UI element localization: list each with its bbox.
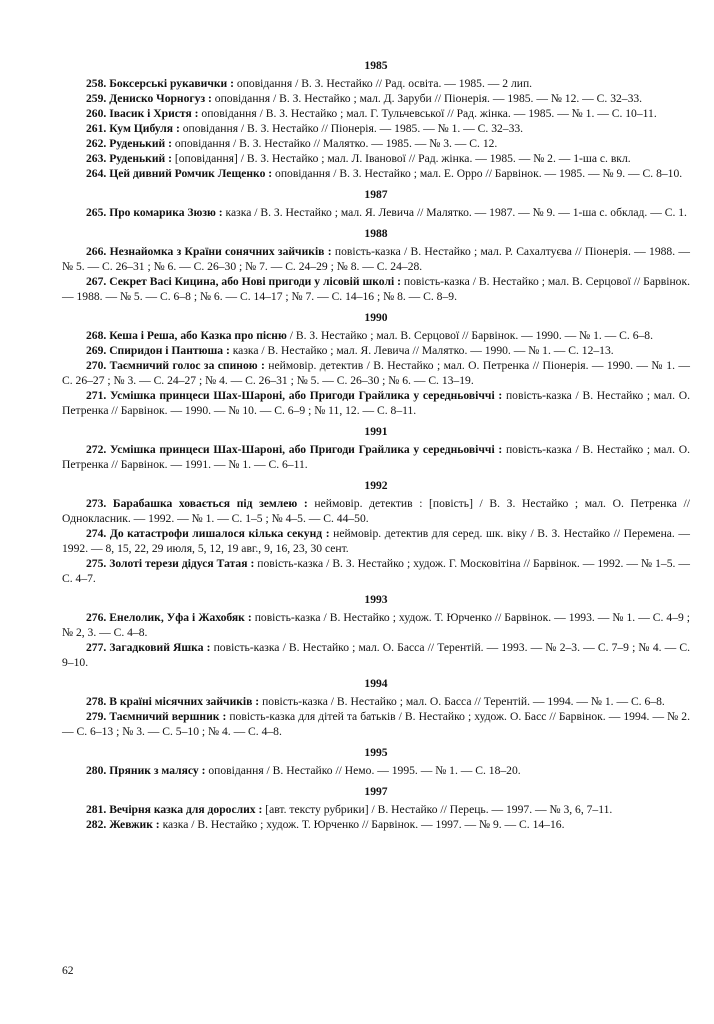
entry-title: 280. Пряник з малясу : xyxy=(86,764,206,777)
bibliography-entry xyxy=(62,166,690,181)
bibliography-entry xyxy=(62,328,690,343)
entry-description: повість-казка / В. Нестайко ; мал. Р. Сахалтуєва // Піонерія. — 1988. — № 5. — С. 26–31 ; № 6. — С. 26–30 ; № 7. — С. 24–29 ; № 8. — С. 24–28. xyxy=(62,245,691,273)
entry-title: 272. Усмішка принцеси Шах-Шароні, або Пригоди Грайлика у середньовіччі : xyxy=(86,443,503,456)
bibliography-entry xyxy=(62,106,690,121)
bibliography-entry xyxy=(62,76,690,91)
bibliography-entry xyxy=(62,388,690,418)
bibliography-entry xyxy=(62,709,690,739)
entry-description: повість-казка для дітей та батьків / В. Нестайко ; худож. О. Басс // Барвінок. — 1994. — № 2. — С. 6–13 ; № 3. — С. 5–10 ; № 4. — С. 4–8. xyxy=(62,710,691,738)
bibliography-entry xyxy=(62,358,690,388)
bibliography-entry xyxy=(62,121,690,136)
year-heading: 1994 xyxy=(364,677,388,690)
entry-description: неймовір. детектив для серед. шк. віку / В. З. Нестайко // Перемена. —1992. — 8, 15, 22, 29 июля, 5, 12, 19 авг., 9, 16, 23, 30 сент. xyxy=(62,527,690,555)
entry-title: 281. Вечірня казка для дорослих : xyxy=(86,803,263,816)
entry-title: 262. Руденький : xyxy=(86,137,172,150)
entry-title: 258. Боксерські рукавички : xyxy=(86,77,234,90)
entry-description: повість-казка / В. Нестайко ; мал. О. Петренка // Барвінок. — 1991. — № 1. — С. 6–11. xyxy=(62,443,690,471)
entry-description: повість-казка / В. Нестайко ; мал. О. Басса // Терентій. — 1994. — № 1. — С. 6–8. xyxy=(259,695,665,708)
bibliography-entry xyxy=(62,496,690,526)
year-heading: 1987 xyxy=(364,188,388,201)
bibliography-entry xyxy=(62,610,690,640)
bibliography-entry xyxy=(62,556,690,586)
bibliography-entry xyxy=(62,526,690,556)
year-heading: 1985 xyxy=(364,59,388,72)
entry-description: повість-казка / В. Нестайко ; худож. Т. Юрченко // Барвінок. — 1993. — № 1. — С. 4–9 ; № 2, 3. — С. 4–8. xyxy=(62,611,690,639)
bibliography-entry xyxy=(62,136,690,151)
entry-description: казка / В. Нестайко ; худож. Т. Юрченко // Барвінок. — 1997. — № 9. — С. 14–16. xyxy=(159,818,565,831)
bibliography-entry xyxy=(62,763,690,778)
year-heading: 1993 xyxy=(364,593,388,606)
year-heading: 1988 xyxy=(364,227,388,240)
entry-description: неймовір. детектив / В. Нестайко ; мал. О. Петренка // Піонерія. — 1990. — № 1. — С. 26–27 ; № 3. — С. 24–27 ; № 4. — С. 26–31 ; № 5. — С. 26–30 ; № 6. — С. 13–19. xyxy=(62,359,690,387)
entry-title: 282. Жевжик : xyxy=(86,818,160,831)
year-heading: 1992 xyxy=(364,479,388,492)
entry-title: 279. Таємничий вершник : xyxy=(86,710,227,723)
bibliography-entry xyxy=(62,91,690,106)
entry-title: 267. Секрет Васі Кицина, або Нові пригоди у лісовій школі : xyxy=(86,275,401,288)
entry-title: 278. В країні місячних зайчиків : xyxy=(86,695,260,708)
entry-description: оповідання / В. З. Нестайко ; мал. Г. Тульчевської // Рад. жінка. — 1985. — № 1. — С. 10–11. xyxy=(198,107,657,120)
bibliography-page xyxy=(62,58,690,832)
entry-description: / В. З. Нестайко ; мал. В. Серцової // Барвінок. — 1990. — № 1. — С. 6–8. xyxy=(286,329,653,342)
bibliography-entry xyxy=(62,640,690,670)
entry-title: 263. Руденький : xyxy=(86,152,172,165)
bibliography-entry xyxy=(62,442,690,472)
entry-title: 269. Спиридон і Пантюша : xyxy=(86,344,230,357)
entry-description: оповідання / В. З. Нестайко // Рад. освіта. — 1985. — 2 лип. xyxy=(234,77,533,90)
entry-description: оповідання / В. Нестайко // Немо. — 1995. — № 1. — С. 18–20. xyxy=(205,764,521,777)
page-number: 62 xyxy=(62,964,74,977)
entry-description: [оповідання] / В. З. Нестайко ; мал. Л. Іванової // Рад. жінка. — 1985. — № 2. — 1-ша с. вкл. xyxy=(171,152,631,165)
entry-description: повість-казка / В. Нестайко ; мал. О. Петренка // Барвінок. — 1990. — № 10. — С. 6–9 ; № 11, 12. — С. 8–11. xyxy=(62,389,690,417)
entry-description: оповідання / В. З. Нестайко ; мал. Е. Орро // Барвінок. — 1985. — № 9. — С. 8–10. xyxy=(272,167,683,180)
entry-title: 268. Кеша і Реша, або Казка про пісню xyxy=(86,329,287,342)
entry-description: оповідання / В. З. Нестайко // Малятко. — 1985. — № 3. — С. 12. xyxy=(171,137,498,150)
entry-title: 273. Барабашка ховається під землею : xyxy=(86,497,308,510)
entry-title: 276. Енелолик, Уфа і Жахобяк : xyxy=(86,611,252,624)
bibliography-entry xyxy=(62,694,690,709)
year-heading: 1997 xyxy=(364,785,388,798)
entry-title: 260. Івасик і Христя : xyxy=(86,107,199,120)
entry-title: 259. Дениско Чорногуз : xyxy=(86,92,212,105)
entry-description: повість-казка / В. З. Нестайко ; худож. Г. Московітіна // Барвінок. — 1992. — № 1–5. — С. 4–7. xyxy=(62,557,690,585)
entry-description: казка / В. Нестайко ; мал. Я. Левича // Малятко. — 1990. — № 1. — С. 12–13. xyxy=(229,344,614,357)
entry-description: оповідання / В. З. Нестайко // Піонерія. — 1985. — № 1. — С. 32–33. xyxy=(179,122,524,135)
entry-title: 270. Таємничий голос за спиною : xyxy=(86,359,265,372)
entry-title: 274. До катастрофи лишалося кілька секунд : xyxy=(86,527,330,540)
entry-description: оповідання / В. З. Нестайко ; мал. Д. Заруби // Піонерія. — 1985. — № 12. — С. 32–33. xyxy=(211,92,643,105)
bibliography-entry xyxy=(62,151,690,166)
entry-description: [авт. тексту рубрики] / В. Нестайко // Перець. — 1997. — № 3, 6, 7–11. xyxy=(262,803,613,816)
bibliography-entry xyxy=(62,817,690,832)
entry-title: 266. Незнайомка з Країни сонячних зайчиків : xyxy=(86,245,332,258)
entry-title: 271. Усмішка принцеси Шах-Шароні, або Пригоди Грайлика у середньовіччі : xyxy=(86,389,503,402)
entry-description: повість-казка / В. Нестайко ; мал. О. Басса // Терентій. — 1993. — № 2–3. — С. 7–9 ; № 4. — С. 9–10. xyxy=(62,641,690,669)
year-heading: 1995 xyxy=(364,746,388,759)
bibliography-entry xyxy=(62,343,690,358)
entry-description: неймовір. детектив : [повість] / В. З. Нестайко ; мал. О. Петренка // Однокласник. — 1992. — № 1. — С. 1–5 ; № 4–5. — С. 44–50. xyxy=(62,497,690,525)
bibliography-entry xyxy=(62,274,690,304)
year-heading: 1991 xyxy=(364,425,388,438)
bibliography-entry xyxy=(62,244,690,274)
entry-title: 265. Про комарика Зюзю : xyxy=(86,206,223,219)
year-heading: 1990 xyxy=(364,311,388,324)
entry-title: 264. Цей дивний Ромчик Лещенко : xyxy=(86,167,273,180)
bibliography-entry xyxy=(62,205,690,220)
entry-description: казка / В. З. Нестайко ; мал. Я. Левича // Малятко. — 1987. — № 9. — 1-ша с. обклад. — С. 1. xyxy=(222,206,687,219)
entry-title: 275. Золоті терези дідуся Татая : xyxy=(86,557,255,570)
entry-description: повість-казка / В. Нестайко ; мал. В. Серцової // Барвінок. — 1988. — № 5. — С. 6–8 ; № 6. — С. 14–17 ; № 7. — С. 14–16 ; № 8. — С. 8–9. xyxy=(62,275,690,303)
bibliography-entry xyxy=(62,802,690,817)
entry-title: 261. Кум Цибуля : xyxy=(86,122,180,135)
entry-title: 277. Загадковий Яшка : xyxy=(86,641,211,654)
